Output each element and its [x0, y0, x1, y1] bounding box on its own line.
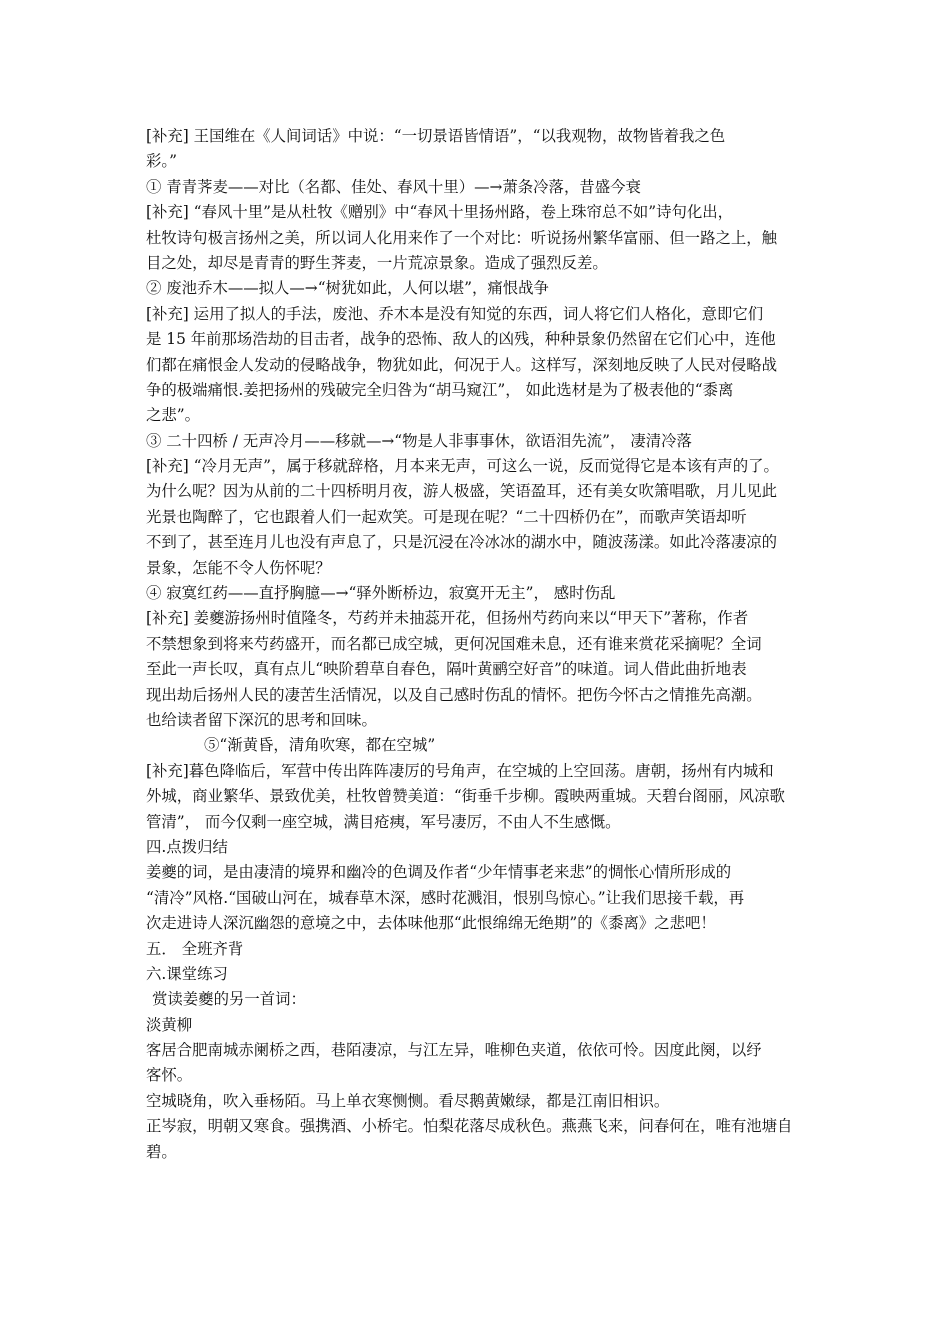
document-body — [146, 124, 812, 1165]
text-line: 光景也陶醉了，它也跟着人们一起欢笑。可是现在呢？“二十四桥仍在”，而歌声笑语却听 — [146, 507, 747, 526]
text-line: 现出劫后扬州人民的凄苦生活情况，以及自己感时伤乱的情怀。把伤今怀古之情推先高潮。 — [146, 685, 762, 704]
text-line: 客怀。 — [146, 1066, 193, 1085]
text-line: 赏读姜夔的另一首词： — [152, 990, 306, 1009]
text-line: [补充]暮色降临后，军营中传出阵阵凄厉的号角声，在空城的上空回荡。唐朝，扬州有内城和 — [146, 761, 774, 780]
poem-line: 碧。 — [146, 1142, 177, 1161]
section-heading: 五． 全班齐背 — [146, 939, 244, 958]
text-line: [补充] “冷月无声”，属于移就辞格，月本来无声，可这么一说，反而觉得它是本该有声的了。 — [146, 457, 779, 476]
text-line: [补充] 运用了拟人的手法，废池、乔木本是没有知觉的东西，词人将它们人格化，意即它们 — [146, 304, 764, 323]
text-line: 外城，商业繁华、景致优美，杜牧曾赞美道：“街垂千步柳。霞映两重城。天碧台阁丽，风凉歌 — [146, 787, 785, 806]
text-line: ① 青青荠麦——对比（名都、佳处、春风十里）—→萧条冷落，昔盛今衰 — [146, 177, 641, 196]
text-line: [补充] 王国维在《人间词话》中说：“一切景语皆情语”，“以我观物，故物皆着我之色 — [146, 127, 726, 145]
text-line: ④ 寂寞红药——直抒胸臆—→“驿外断桥边，寂寞开无主”， 感时伤乱 — [146, 584, 616, 603]
text-line: [补充] 姜夔游扬州时值隆冬，芍药并未抽蕊开花，但扬州芍药向来以“甲天下”著称，作者 — [146, 609, 749, 628]
text-line: ⑤“渐黄昏，清角吹寒，都在空城” — [204, 736, 436, 755]
text-line: 彩。” — [146, 152, 177, 171]
text-line: 杜牧诗句极言扬州之美，所以词人化用来作了一个对比：听说扬州繁华富丽、但一路之上，触 — [146, 228, 778, 247]
poem-line: 正岑寂，明朝又寒食。强携酒、小桥宅。怕梨花落尽成秋色。燕燕飞来，问春何在，唯有池塘自 — [146, 1117, 793, 1136]
text-line: 次走进诗人深沉幽怨的意境之中，去体味他那“此恨绵绵无绝期”的《黍离》之悲吧！ — [146, 914, 716, 933]
section-heading: 四.点拨归结 — [146, 837, 228, 856]
text-line: ② 废池乔木——拟人—→“树犹如此，人何以堪”，痛恨战争 — [146, 279, 549, 298]
text-line: 景象，怎能不令人伤怀呢？ — [146, 558, 331, 577]
text-line: 不到了，甚至连月儿也没有声息了，只是沉浸在冷冰冰的湖水中，随波荡漾。如此冷落凄凉的 — [146, 533, 778, 552]
text-line: 至此一声长叹，真有点儿“映阶碧草自春色，隔叶黄鹂空好音”的味道。词人借此曲折地表 — [146, 660, 747, 679]
text-line: ③ 二十四桥 / 无声冷月——移就—→“物是人非事事休，欲语泪先流”， 凄清冷落 — [146, 431, 692, 450]
text-line: 目之处，却尽是青青的野生荠麦，一片荒凉景象。造成了强烈反差。 — [146, 253, 608, 272]
text-line: “清冷”风格.“国破山河在，城春草木深，感时花溅泪，恨别鸟惊心。”让我们思接千载，再 — [146, 888, 745, 907]
text-line: 姜夔的词，是由凄清的境界和幽冷的色调及作者“少年情事老来悲”的惆怅心情所形成的 — [146, 863, 732, 882]
text-line: 们都在痛恨金人发动的侵略战争，物犹如此，何况于人。这样写，深刻地反映了人民对侵略战 — [146, 355, 778, 374]
text-line: [补充] “春风十里”是从杜牧《赠别》中“春风十里扬州路，卷上珠帘总不如”诗句化出， — [146, 203, 734, 222]
text-line: 客居合肥南城赤阑桥之西，巷陌凄凉，与江左异，唯柳色夹道，依依可怜。因度此阕，以纾 — [146, 1041, 762, 1060]
text-line: 不禁想象到将来芍药盛开，而名都已成空城，更何况国难未息，还有谁来赏花采摘呢？全词 — [146, 634, 762, 653]
text-line: 之悲”。 — [146, 406, 201, 425]
text-line: 争的极端痛恨.姜把扬州的残破完全归咎为“胡马窥江”， 如此选材是为了极表他的“黍离 — [146, 380, 734, 399]
section-heading: 六.课堂练习 — [146, 964, 228, 983]
text-line: 是 15 年前那场浩劫的目击者，战争的恐怖、敌人的凶残，种种景象仍然留在它们心中，连他 — [146, 330, 776, 349]
poem-line: 空城晓角，吹入垂杨陌。马上单衣寒恻恻。看尽鹅黄嫩绿，都是江南旧相识。 — [146, 1091, 670, 1110]
text-line: 为什么呢？因为从前的二十四桥明月夜，游人极盛，笑语盈耳，还有美女吹箫唱歌，月儿见此 — [146, 482, 778, 501]
text-line: 也给读者留下深沉的思考和回味。 — [146, 710, 377, 729]
text-line: 管清”， 而今仅剩一座空城，满目疮痍，军号凄厉，不由人不生感慨。 — [146, 812, 621, 831]
poem-title: 淡黄柳 — [146, 1015, 193, 1034]
